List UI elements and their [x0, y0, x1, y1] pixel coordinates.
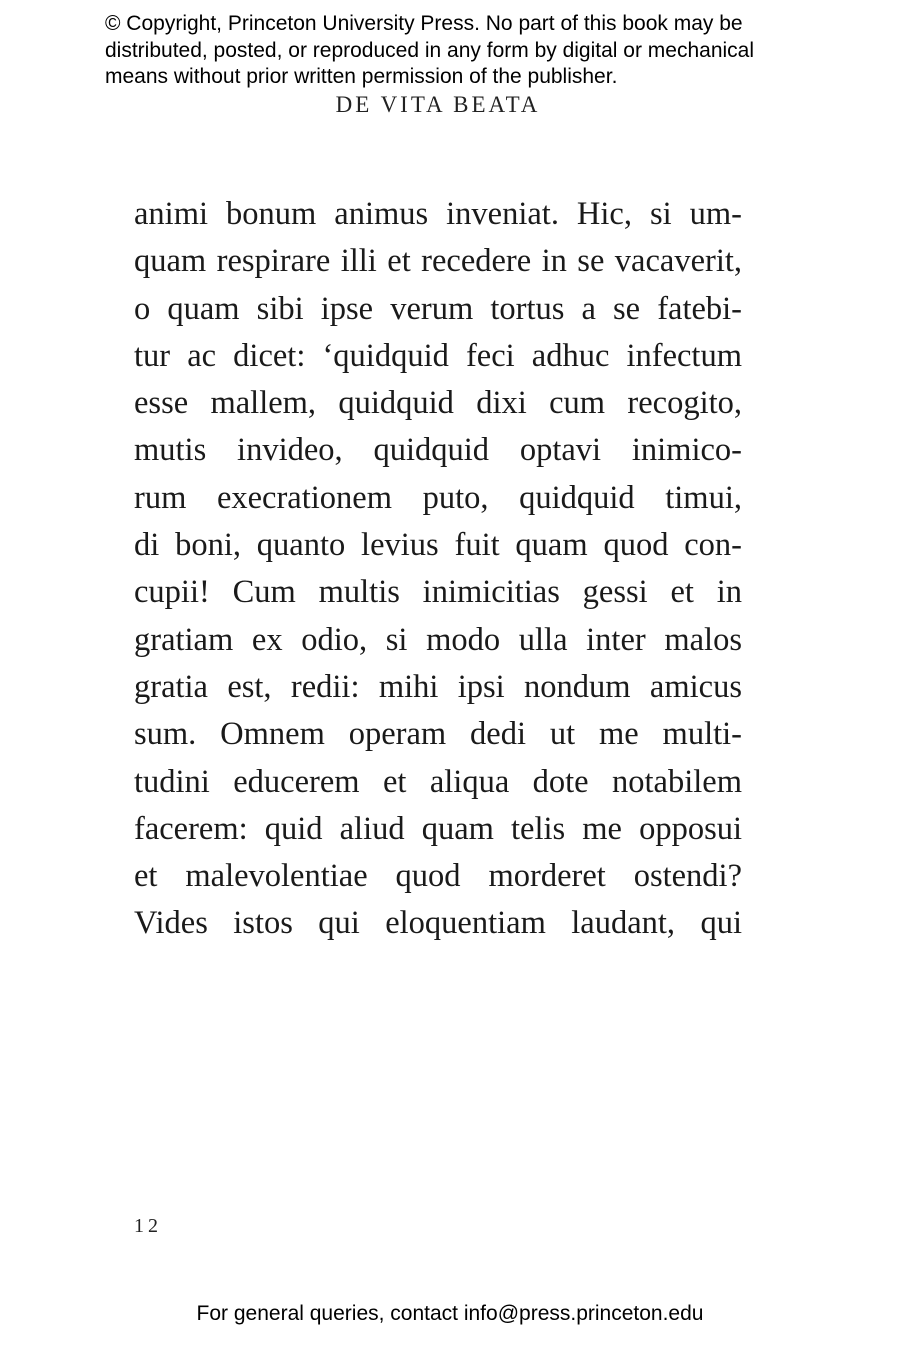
- text-line: o quam sibi ipse verum tortus a se fatebi-: [134, 290, 742, 327]
- text-line: di boni, quanto levius fuit quam quod con-: [134, 527, 742, 564]
- text-line: tudini educerem et aliqua dote notabilem: [134, 763, 742, 800]
- copyright-line: means without prior written permission of the publisher.: [105, 65, 618, 88]
- text-line: gratia est, redii: mihi ipsi nondum amicus: [134, 668, 742, 705]
- copyright-notice: [105, 11, 825, 91]
- text-line: rum execrationem puto, quidquid timui,: [134, 479, 742, 516]
- copyright-line: © Copyright, Princeton University Press. No part of this book may be: [105, 12, 743, 35]
- text-line: et malevolentiae quod morderet ostendi?: [134, 858, 742, 895]
- footer-contact: For general queries, contact info@press.princeton.edu: [196, 1302, 704, 1325]
- text-line: facerem: quid aliud quam telis me opposui: [134, 810, 742, 847]
- text-line: quam respirare illi et recedere in se vacaverit,: [134, 243, 742, 280]
- text-line: cupii! Cum multis inimicitias gessi et in: [134, 574, 742, 611]
- text-line: esse mallem, quidquid dixi cum recogito,: [134, 385, 742, 422]
- text-line: gratiam ex odio, si modo ulla inter malos: [134, 621, 742, 658]
- running-head: DE VITA BEATA: [335, 92, 541, 117]
- body-text: [134, 191, 742, 948]
- text-line: mutis invideo, quidquid optavi inimico-: [134, 432, 742, 469]
- text-line: Vides istos qui eloquentiam laudant, qui: [134, 905, 742, 942]
- page-number: 12: [134, 1215, 162, 1237]
- text-line: tur ac dicet: ‘quidquid feci adhuc infectum: [134, 337, 742, 374]
- copyright-line: distributed, posted, or reproduced in any form by digital or mechanical: [105, 38, 755, 62]
- text-line: animi bonum animus inveniat. Hic, si um-: [134, 196, 742, 232]
- text-line: sum. Omnem operam dedi ut me multi-: [134, 716, 742, 753]
